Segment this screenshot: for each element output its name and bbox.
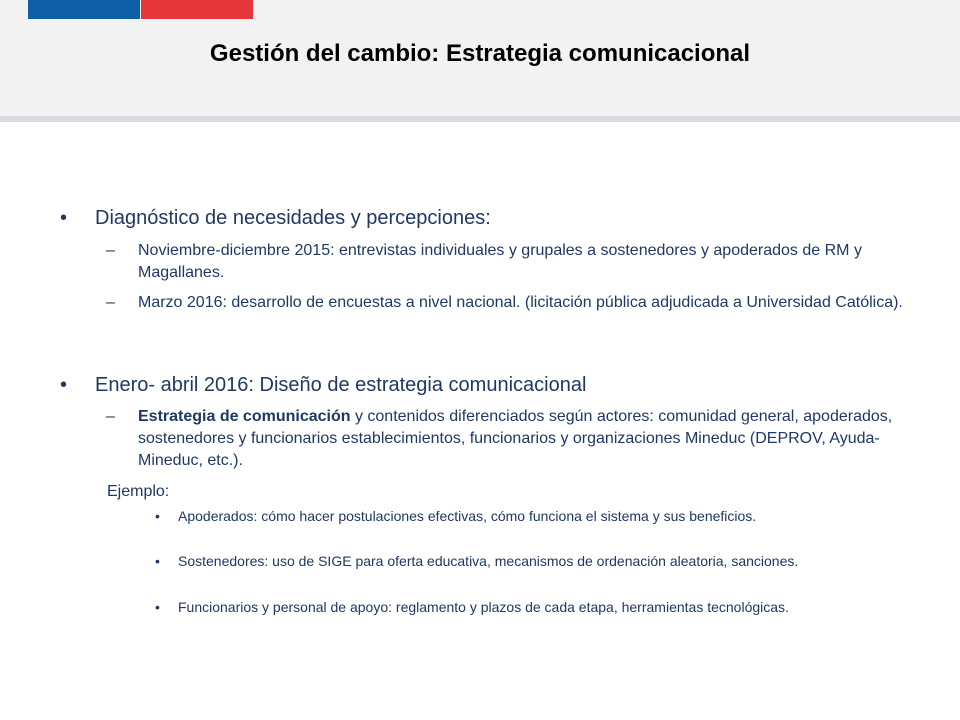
section1-item-1-text: Noviembre-diciembre 2015: entrevistas individuales y grupales a sostenedores y apoderados de RM y Magallanes.	[138, 242, 862, 281]
dash-marker: –	[106, 242, 115, 259]
dash-marker: –	[106, 408, 115, 425]
slide-title: Gestión del cambio: Estrategia comunicacional	[209, 40, 751, 67]
bullet-marker: •	[60, 207, 68, 229]
bullet-marker: •	[155, 508, 160, 524]
dash-marker: –	[106, 294, 115, 311]
bullet-marker: •	[60, 374, 68, 396]
example-item-1-text: Apoderados: cómo hacer postulaciones efectivas, cómo funciona el sistema y sus beneficios.	[178, 508, 757, 524]
section2-item-text	[138, 406, 908, 472]
section2-heading: Enero- abril 2016: Diseño de estrategia comunicacional	[95, 374, 587, 396]
example-item-3-text: Funcionarios y personal de apoyo: reglamento y plazos de cada etapa, herramientas tecnológicas.	[178, 599, 789, 615]
example-item-2-text: Sostenedores: uso de SIGE para oferta educativa, mecanismos de ordenación aleatoria, sanciones.	[178, 553, 799, 569]
section1-heading: Diagnóstico de necesidades y percepciones:	[95, 207, 491, 229]
bullet-marker: •	[155, 553, 160, 569]
example-label: Ejemplo:	[107, 483, 170, 500]
section2-item-bold: Estrategia de comunicación	[138, 408, 351, 425]
section1-item-2-text: Marzo 2016: desarrollo de encuestas a nivel nacional. (licitación pública adjudicada a Universidad Católica).	[138, 294, 903, 311]
bullet-marker: •	[155, 599, 160, 615]
section2-item-rest: y contenidos diferenciados según actores: comunidad general, apoderados, sostenedores y funcionarios establecimientos, funcionarios y organizaciones Mineduc (DEPROV, Ayuda-Mineduc, etc.).	[138, 408, 893, 469]
